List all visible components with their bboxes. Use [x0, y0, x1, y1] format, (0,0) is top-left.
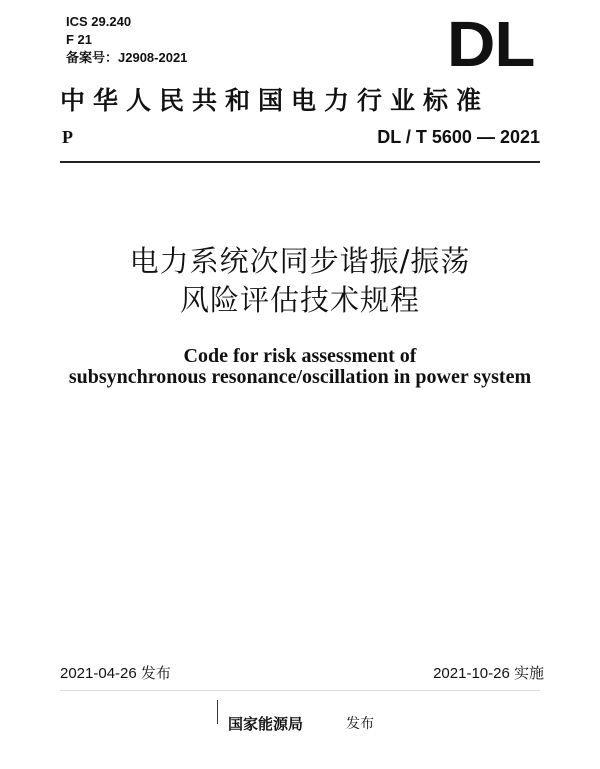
footer-divider — [60, 690, 540, 691]
record-number: 备案号：J2908-2021 — [66, 50, 188, 65]
english-title-line-1: Code for risk assessment of — [183, 345, 417, 367]
standard-number: DL / T 5600 — 2021 — [377, 127, 540, 147]
chinese-title-line-2: 风险评估技术规程 — [179, 283, 420, 317]
publish-label: 发布 — [346, 716, 374, 732]
chinese-title-line-1: 电力系统次同步谐振/振荡 — [129, 244, 471, 278]
ics-code: ICS 29.240 — [66, 14, 132, 29]
margin-mark — [217, 700, 218, 724]
header-divider — [60, 161, 540, 163]
industry-standard-title: 中华人民共和国电力行业标准 — [60, 86, 490, 115]
dl-logo: DL — [446, 8, 534, 80]
ccs-code: F 21 — [66, 32, 93, 47]
publisher-name: 国家能源局 — [228, 715, 304, 733]
implementation-date: 2021-10-26 实施 — [433, 665, 544, 682]
issue-date: 2021-04-26 发布 — [60, 665, 171, 682]
english-title-line-2: subsynchronous resonance/oscillation in power system — [68, 366, 532, 388]
class-letter: P — [62, 127, 73, 147]
